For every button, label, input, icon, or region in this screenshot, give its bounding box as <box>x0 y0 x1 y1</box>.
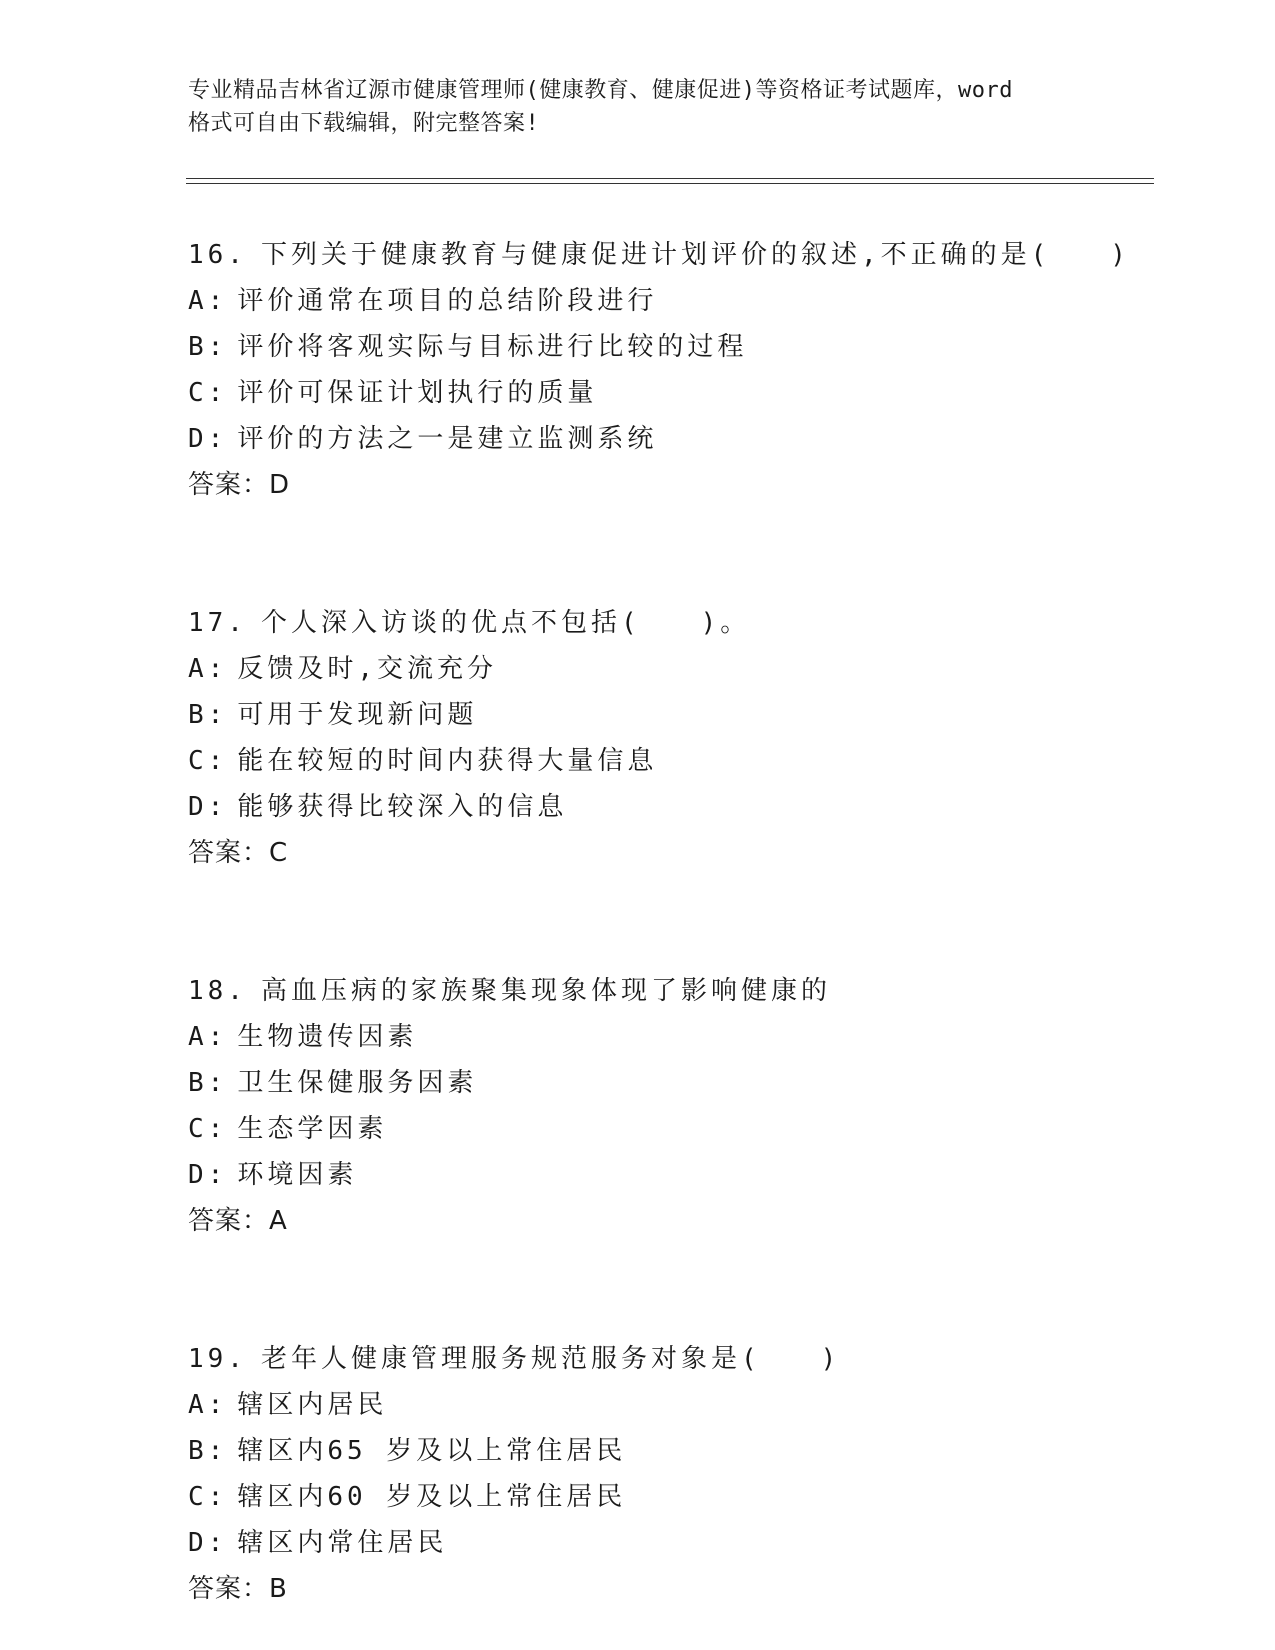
question-19 <box>188 1336 1148 1612</box>
option-text: 能在较短的时间内获得大量信息 <box>237 746 658 776</box>
question-stem <box>188 600 1148 646</box>
question-16 <box>188 232 1148 508</box>
question-text: 下列关于健康教育与健康促进计划评价的叙述,不正确的是( ) <box>260 240 1130 270</box>
option-b <box>188 1060 1148 1106</box>
option-key: A: <box>188 1022 228 1052</box>
question-text: 老年人健康管理服务规范服务对象是( ) <box>260 1344 841 1374</box>
document-header <box>188 74 1088 140</box>
option-key: A: <box>188 286 228 316</box>
option-d <box>188 1520 1148 1566</box>
option-key: D: <box>188 1160 228 1190</box>
option-c <box>188 1106 1148 1152</box>
option-d <box>188 416 1148 462</box>
question-stem <box>188 232 1148 278</box>
option-key: C: <box>188 1482 228 1512</box>
option-text: 评价通常在项目的总结阶段进行 <box>237 286 658 316</box>
question-gap <box>188 508 1148 600</box>
option-a <box>188 278 1148 324</box>
option-text: 能够获得比较深入的信息 <box>237 792 568 822</box>
option-text: 卫生保健服务因素 <box>237 1068 478 1098</box>
option-key: B: <box>188 700 228 730</box>
answer-line: 答案：D <box>188 470 291 500</box>
option-c <box>188 370 1148 416</box>
option-text: 反馈及时,交流充分 <box>237 654 497 684</box>
option-key: B: <box>188 1436 228 1466</box>
option-key: B: <box>188 332 228 362</box>
header-line-2: 格式可自由下载编辑，附完整答案! <box>188 111 540 136</box>
option-text: 评价将客观实际与目标进行比较的过程 <box>237 332 748 362</box>
option-text: 辖区内65 岁及以上常住居民 <box>237 1436 627 1466</box>
option-text: 评价可保证计划执行的质量 <box>237 378 598 408</box>
option-text: 可用于发现新问题 <box>237 700 478 730</box>
header-divider-top <box>186 178 1154 179</box>
question-stem <box>188 1336 1148 1382</box>
question-number: 19. <box>188 1344 247 1374</box>
option-text: 评价的方法之一是建立监测系统 <box>237 424 658 454</box>
option-b <box>188 692 1148 738</box>
option-key: D: <box>188 1528 228 1558</box>
option-c <box>188 1474 1148 1520</box>
question-number: 16. <box>188 240 247 270</box>
answer-line: 答案：B <box>188 1574 288 1604</box>
option-b <box>188 1428 1148 1474</box>
answer-line: 答案：C <box>188 838 289 868</box>
option-a <box>188 1382 1148 1428</box>
question-gap <box>188 876 1148 968</box>
question-text: 高血压病的家族聚集现象体现了影响健康的 <box>260 976 831 1006</box>
option-text: 环境因素 <box>237 1160 358 1190</box>
question-17 <box>188 600 1148 876</box>
question-gap <box>188 1244 1148 1336</box>
header-divider-bottom <box>186 183 1154 184</box>
question-list <box>188 232 1148 1612</box>
question-stem <box>188 968 1148 1014</box>
option-key: C: <box>188 746 228 776</box>
option-d <box>188 784 1148 830</box>
option-text: 生物遗传因素 <box>237 1022 418 1052</box>
option-a <box>188 1014 1148 1060</box>
option-key: C: <box>188 1114 228 1144</box>
option-text: 生态学因素 <box>237 1114 388 1144</box>
option-key: D: <box>188 792 228 822</box>
option-c <box>188 738 1148 784</box>
option-d <box>188 1152 1148 1198</box>
answer-line: 答案：A <box>188 1206 288 1236</box>
option-text: 辖区内常住居民 <box>237 1528 448 1558</box>
option-key: A: <box>188 654 228 684</box>
question-number: 17. <box>188 608 247 638</box>
header-line-1: 专业精品吉林省辽源市健康管理师(健康教育、健康促进)等资格证考试题库，word <box>188 78 1013 103</box>
question-number: 18. <box>188 976 247 1006</box>
question-text: 个人深入访谈的优点不包括( )。 <box>260 608 751 638</box>
option-key: A: <box>188 1390 228 1420</box>
option-key: C: <box>188 378 228 408</box>
option-text: 辖区内居民 <box>237 1390 388 1420</box>
option-key: B: <box>188 1068 228 1098</box>
question-18 <box>188 968 1148 1244</box>
option-text: 辖区内60 岁及以上常住居民 <box>237 1482 627 1512</box>
option-b <box>188 324 1148 370</box>
option-a <box>188 646 1148 692</box>
option-key: D: <box>188 424 228 454</box>
